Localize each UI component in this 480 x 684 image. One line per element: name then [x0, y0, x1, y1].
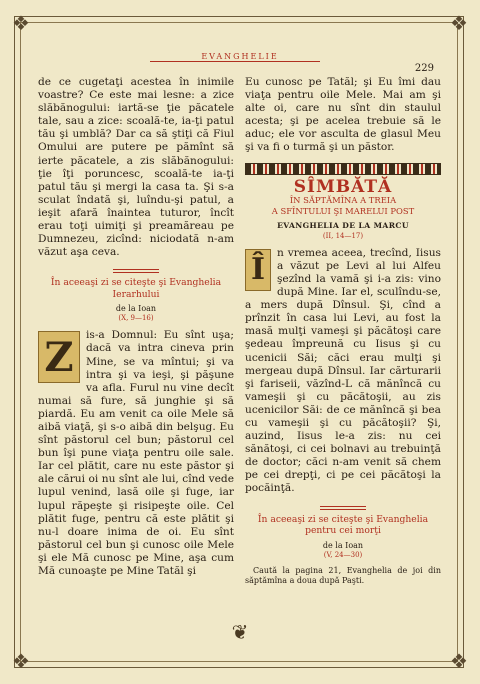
continuation-text: Eu cunosc pe Tatăl; şi Eu îmi dau viaţa pentru oile Mele. Mai am şi alte oi, care nu sînt din staulul acesta; şi pe acelea trebuie să le aduc; ele vor asculta de glasul Meu şi va fi o turmă şi un păstor. [245, 76, 441, 154]
running-title: EVANGHELIE [201, 52, 279, 61]
gospel-reference: (II, 14—17) [322, 231, 364, 240]
gospel-title: EVANGHELIA DE LA MARCU [277, 220, 409, 230]
section-separator [113, 269, 159, 273]
section-subtitle: ÎN SĂPTĂMÎNA A TREIA [289, 194, 397, 205]
page-number: 229 [414, 63, 434, 74]
right-column [245, 76, 441, 586]
paragraph-intro: de ce cugetaţi acestea în inimile voastre? Ce este mai lesne: a zice slăbănogului: iartă-se ţie păcatele tale, sau a zice: scoală-te, ia-ţi patul tău şi umblă? Dar ca să ştiţi că Fiul Omului are putere pe pămînt să ierte păcatele, a zis slăbănogului: ţie îţi poruncesc, scoală-te ia-ţi patul tău şi mergi la casa ta. Şi s-a sculat îndată şi, luîndu-şi patul, a ieşit afară înaintea tuturor, încît erau toţi uimiţi şi preamăreau pe Dumnezeu, zicînd: niciodată n-am văzut aşa ceva. [38, 76, 234, 259]
corner-ornament-icon: ❖ [450, 11, 468, 35]
section-title: SÎMBĂTĂ [293, 176, 393, 197]
cross-reference-note: Caută la pagina 21, Evanghelia de joi din săptămîna a doua după Paşti. [245, 565, 441, 585]
reading-source: de la Ioan [115, 304, 157, 314]
reading-reference: (X, 9—16) [118, 314, 154, 323]
second-rubric: În aceeaşi zi se citeşte şi Evanghelia pentru cei morţi [257, 513, 429, 537]
corner-ornament-icon: ❖ [12, 649, 30, 673]
reading-text: is-a Domnul: Eu sînt uşa; dacă va intra cineva prin Mine, se va mîntui; şi va intra şi va ieşi, şi păşune va afla. Furul nu vine decît numai să fure, să junghie şi să piardă. Eu am venit ca oile Mele să aibă viaţă, şi s-o aibă din belşug. Eu sînt păstorul cel bun; păstorul cel bun îşi pune viaţa pentru oile sale. Iar cel plătit, care nu este păstor şi ale cărui oi nu sînt ale lui, cînd vede lupul venind, lasă oile şi fuge, iar lupul răpeşte şi risipeşte oile. Cel plătit fuge, pentru că este plătit şi nu-l doare inima de oi. Eu sînt păstorul cel bun şi cunosc oile Mele şi ele Mă cunosc pe Mine, aşa cum Mă cunoaşte pe Mine Tatăl şi [38, 329, 234, 577]
gospel-text: n vremea aceea, trecînd, Iisus a văzut pe Levi al lui Alfeu şezînd la vamă şi i-a zis: vino după Mine. Iar el, sculîndu-se, a mers după Dînsul. Şi, cînd a prînzit în casa lui Levi, au fost la masă mulţi vameşi şi păcătoşi care şedeau împreună cu Iisus şi cu ucenicii Săi; căci erau mulţi şi mergeau după Dînsul. Iar cărturarii şi fariseii, văzînd-L că mănîncă cu vameşii şi cu păcătoşii, au zis ucenicilor Săi: de ce mănîncă şi bea cu vameşii şi cu păcătoşii? Şi, auzind, Iisus le-a zis: nu cei sănătoşi, ci cei bolnavi au trebuinţă de doctor; căci n-am venit să chem pe cei drepţi, ci pe cei păcătoşi la pocăinţă. [245, 246, 441, 495]
bottom-ornament-icon: ❦ [231, 620, 249, 644]
corner-ornament-icon: ❖ [12, 11, 30, 35]
second-reference: (V, 24—30) [323, 550, 363, 559]
drop-initial: Z [38, 331, 80, 383]
left-column [38, 76, 234, 578]
header-rule [150, 61, 320, 62]
second-source: de la Ioan [322, 540, 364, 550]
section-separator [320, 506, 366, 510]
reading-rubric: În aceeaşi zi se citeşte şi Evanghelia Ierarhului [50, 277, 222, 300]
drop-initial: Î [245, 249, 271, 291]
section-subtitle: A SFÎNTULUI ŞI MARELUI POST [271, 205, 415, 216]
corner-ornament-icon: ❖ [450, 649, 468, 673]
ornamental-band [245, 163, 441, 175]
